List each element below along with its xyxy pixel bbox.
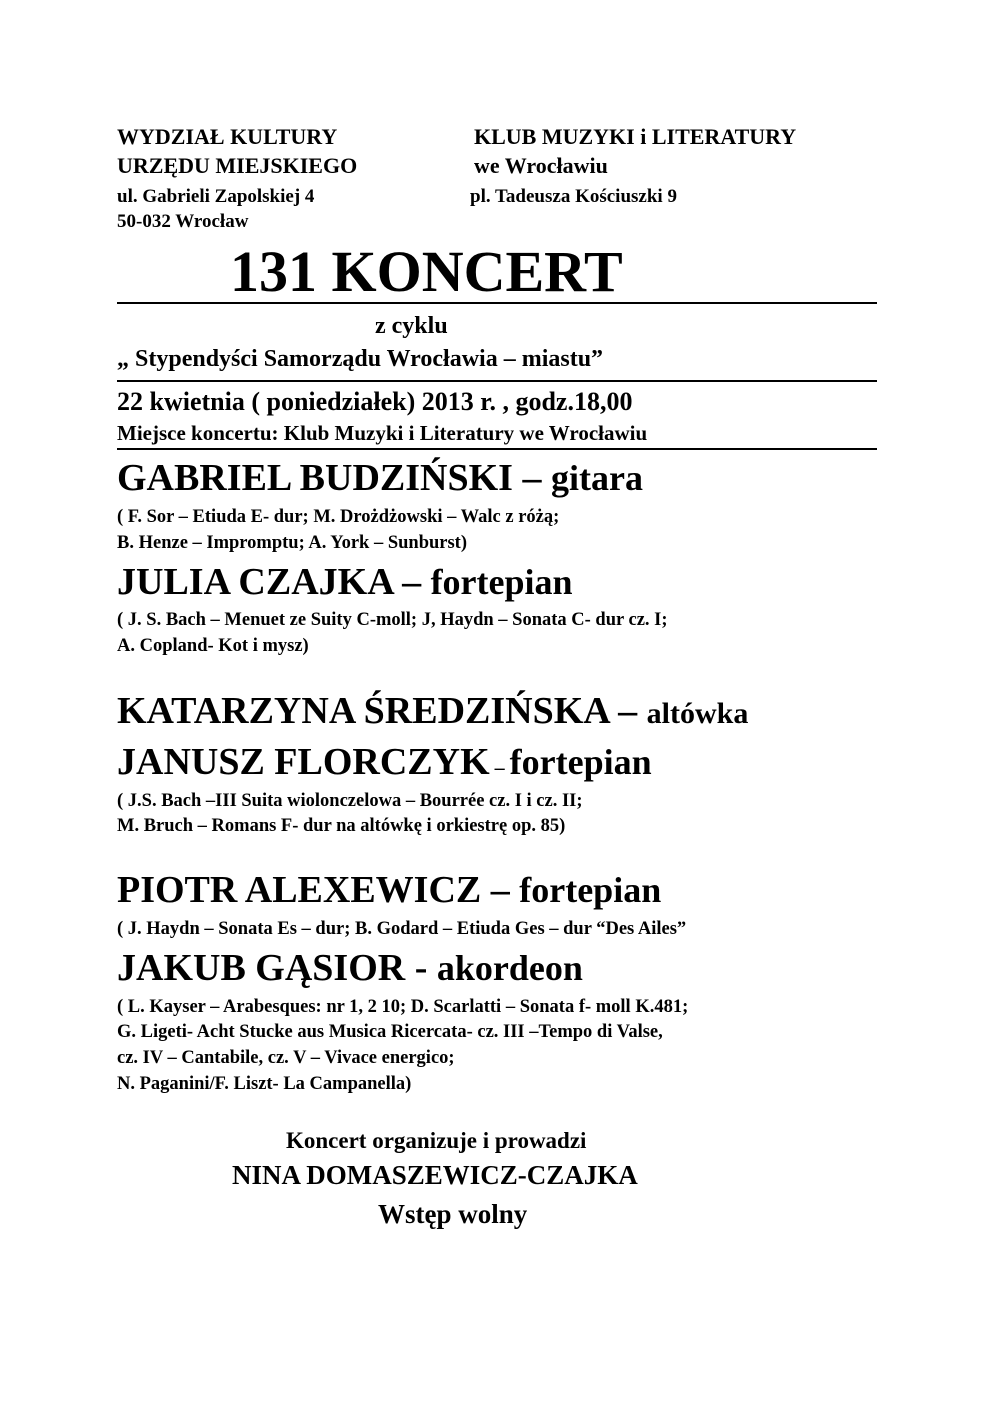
- performer-separator: –: [608, 690, 647, 732]
- performer-name: PIOTR ALEXEWICZ: [117, 869, 482, 911]
- performer-2-program-line-1: ( J. S. Bach – Menuet ze Suity C-moll; J, Haydn – Sonata C- dur cz. I;: [117, 610, 668, 630]
- performer-6-program-line-4: N. Paganini/F. Liszt- La Campanella): [117, 1074, 412, 1094]
- event-place: Miejsce koncertu: Klub Muzyki i Literatury we Wrocławiu: [117, 421, 648, 445]
- performer-instrument: akordeon: [436, 948, 583, 988]
- performer-name: JULIA CZAJKA: [117, 561, 393, 603]
- performer-6-program-line-3: cz. IV – Cantabile, cz. V – Vivace energico;: [117, 1048, 455, 1068]
- header-left-line-2: URZĘDU MIEJSKIEGO: [117, 153, 358, 178]
- performer-2-program-line-2: A. Copland- Kot i mysz): [117, 636, 309, 656]
- performer-name: GABRIEL BUDZIŃSKI: [117, 457, 513, 499]
- performer-1-program-line-1: ( F. Sor – Etiuda E- dur; M. Drożdżowski – Walc z różą;: [117, 507, 560, 527]
- performer-name: KATARZYNA ŚREDZIŃSKA: [117, 690, 609, 732]
- performer-1-program-line-2: B. Henze – Impromptu; A. York – Sunburst): [117, 533, 468, 553]
- cycle-intro: z cyklu: [375, 313, 448, 339]
- header-left-line-4: 50-032 Wrocław: [117, 211, 249, 232]
- performer-5: [117, 868, 661, 912]
- performer-separator: –: [489, 757, 510, 779]
- performer-6-program-line-2: G. Ligeti- Acht Stucke aus Musica Ricercata- cz. III –Tempo di Valse,: [117, 1022, 663, 1042]
- organizer-name: NINA DOMASZEWICZ-CZAJKA: [232, 1160, 638, 1190]
- divider-3: [117, 448, 877, 450]
- header-right-line-1: KLUB MUZYKI i LITERATURY: [474, 124, 797, 149]
- performer-instrument: fortepian: [509, 742, 652, 782]
- performer-2: [117, 560, 573, 604]
- divider-2: [117, 380, 877, 382]
- event-date: 22 kwietnia ( poniedziałek) 2013 r. , godz.18,00: [117, 387, 633, 416]
- performer-instrument: gitara: [550, 458, 643, 498]
- header-right-line-3: pl. Tadeusza Kościuszki 9: [470, 186, 677, 207]
- cycle-name: „ Stypendyści Samorządu Wrocławia – miastu”: [117, 346, 604, 372]
- performer-instrument: altówka: [646, 697, 749, 730]
- header-left-line-1: WYDZIAŁ KULTURY: [117, 124, 338, 149]
- performer-5-program-line-1: ( J. Haydn – Sonata Es – dur; B. Godard – Etiuda Ges – dur “Des Ailes”: [117, 919, 687, 939]
- admission-note: Wstęp wolny: [378, 1199, 528, 1229]
- header-left-line-3: ul. Gabrieli Zapolskiej 4: [117, 186, 315, 207]
- performer-4-program-line-1: ( J.S. Bach –III Suita wiolonczelowa – Bourrée cz. I i cz. II;: [117, 791, 583, 811]
- performer-name: JANUSZ FLORCZYK: [117, 741, 490, 783]
- performer-1: [117, 456, 643, 500]
- performer-3: [117, 689, 748, 736]
- performer-separator: –: [481, 869, 520, 911]
- performer-instrument: fortepian: [430, 562, 573, 602]
- performer-name: JAKUB GĄSIOR: [117, 947, 406, 989]
- page-title: 131 KONCERT: [230, 239, 623, 304]
- performer-instrument: fortepian: [519, 870, 662, 910]
- performer-6-program-line-1: ( L. Kayser – Arabesques: nr 1, 2 10; D. Scarlatti – Sonata f- moll K.481;: [117, 997, 689, 1017]
- header-right-line-2: we Wrocławiu: [474, 153, 608, 178]
- divider-1: [117, 302, 877, 304]
- performer-separator: -: [405, 947, 437, 989]
- performer-separator: –: [512, 457, 551, 499]
- performer-separator: –: [392, 561, 431, 603]
- organizer-intro: Koncert organizuje i prowadzi: [286, 1128, 587, 1153]
- performer-4: [117, 740, 652, 790]
- performer-6: [117, 946, 583, 990]
- performer-4-program-line-2: M. Bruch – Romans F- dur na altówkę i orkiestrę op. 85): [117, 816, 566, 836]
